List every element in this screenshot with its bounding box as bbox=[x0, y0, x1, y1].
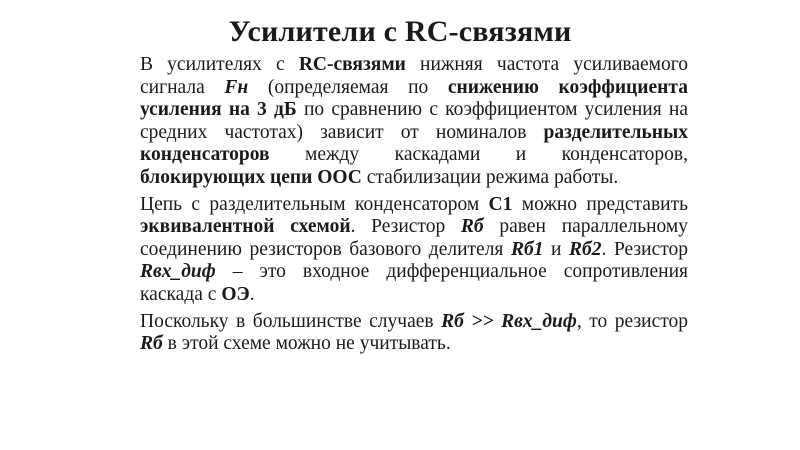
emphasis-run: RC-связями bbox=[298, 54, 406, 75]
text-run: Цепь с разделительным конденсатором bbox=[140, 193, 489, 215]
text-run: по сравнению с коэффициентом усиления на средних частотах) зависит от номиналов bbox=[140, 99, 688, 143]
emphasis-run: Rб2 bbox=[569, 238, 602, 260]
text-run: равен параллельному соединению резисторов базового делителя bbox=[140, 216, 689, 260]
text-run: Поскольку в большинстве случаев bbox=[140, 310, 442, 332]
text-run: между каскадами и конденсаторов, bbox=[269, 144, 688, 166]
text-run: . Резистор bbox=[350, 216, 461, 238]
text-run: можно представить bbox=[512, 193, 688, 215]
text-run: . Резистор bbox=[601, 238, 688, 260]
slide-title: Усилители с RC-связями bbox=[228, 15, 572, 48]
emphasis-run: блокирующих цепи ООС bbox=[140, 166, 362, 188]
emphasis-run: Rб >> Rвх_диф bbox=[441, 310, 577, 332]
emphasis-run: Fн bbox=[224, 76, 249, 98]
paragraph-rc-coupling bbox=[140, 54, 688, 190]
emphasis-run: ОЭ bbox=[221, 283, 250, 305]
text-run: , то резистор bbox=[576, 310, 689, 332]
paragraph-conclusion bbox=[140, 311, 688, 356]
emphasis-run: снижению коэффициента усиления на 3 дБ bbox=[140, 76, 688, 121]
text-run: . bbox=[249, 283, 255, 305]
emphasis-run: С1 bbox=[488, 193, 513, 215]
emphasis-run: Rвх_диф bbox=[140, 261, 216, 283]
emphasis-run: Rб1 bbox=[510, 238, 544, 260]
emphasis-run: эквивалентной схемой bbox=[140, 216, 351, 238]
text-run: В усилителях с bbox=[140, 54, 299, 75]
text-run: в этой схеме можно не учитывать. bbox=[162, 333, 451, 355]
text-run: (определяемая по bbox=[248, 76, 448, 98]
slide-body bbox=[140, 54, 688, 356]
text-run: и bbox=[543, 238, 570, 260]
emphasis-run: Rб bbox=[140, 333, 163, 355]
emphasis-run: Rб bbox=[460, 216, 484, 238]
text-run: стабилизации режима работы. bbox=[361, 166, 619, 188]
emphasis-run: разделительных конденсаторов bbox=[140, 121, 688, 166]
text-run: – это входное дифференциальное сопротивления каскада с bbox=[140, 261, 688, 305]
text-run: нижняя частота усиливаемого сигнала bbox=[140, 54, 688, 98]
paragraph-equivalent-circuit bbox=[140, 194, 688, 307]
